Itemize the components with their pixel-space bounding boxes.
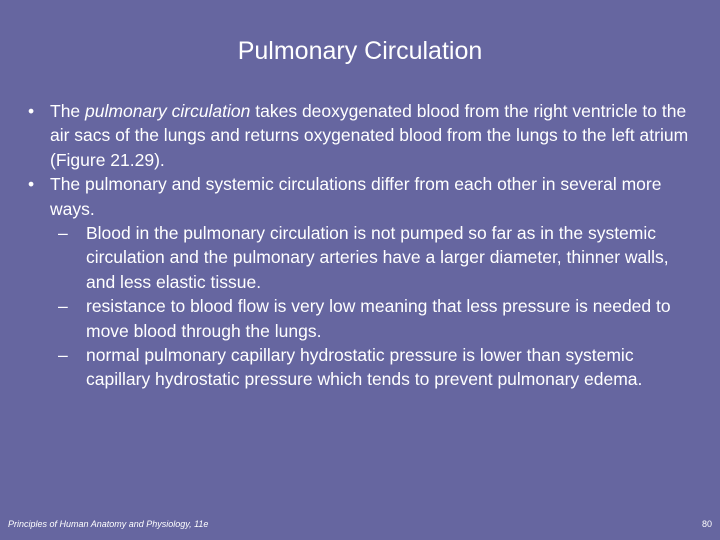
sub-bullet-text: Blood in the pulmonary circulation is not pumped so far as in the systemic circulation and the pulmonary arteries have a larger diameter, thinner walls, and less elastic tissue. — [86, 223, 669, 292]
sub-bullet-text: resistance to blood flow is very low meaning that less pressure is needed to move blood through the lungs. — [86, 296, 671, 341]
slide-title: Pulmonary Circulation — [237, 37, 483, 65]
bullet-text-emphasis: pulmonary circulation — [85, 101, 251, 121]
bullet-text: The pulmonary and systemic circulations differ from each other in several more ways. — [50, 174, 662, 219]
footer-book-title: Principles of Human Anatomy and Physiology, 11e — [8, 519, 209, 529]
sub-bullet-marker: – — [58, 296, 68, 317]
bullet-marker: • — [28, 101, 35, 121]
sub-bullet-item — [28, 221, 698, 294]
footer-page-number: 80 — [701, 519, 712, 529]
sub-bullet-marker: – — [58, 223, 68, 244]
slide-content — [28, 99, 698, 392]
sub-bullet-item — [28, 294, 698, 343]
bullet-item — [28, 99, 698, 172]
sub-bullet-marker: – — [58, 345, 68, 366]
bullet-text-rest: takes deoxygenated blood from the right ventricle to the air sacs of the lungs and returns oxygenated blood from the lungs to the left atrium (Figure 21.29). — [50, 101, 689, 170]
bullet-marker: • — [28, 174, 35, 195]
sub-bullet-item — [28, 343, 698, 392]
sub-bullet-text: normal pulmonary capillary hydrostatic pressure is lower than systemic capillary hydrostatic pressure which tends to prevent pulmonary edema. — [86, 345, 643, 390]
bullet-text-prefix: The — [50, 101, 86, 121]
bullet-item — [28, 172, 698, 221]
